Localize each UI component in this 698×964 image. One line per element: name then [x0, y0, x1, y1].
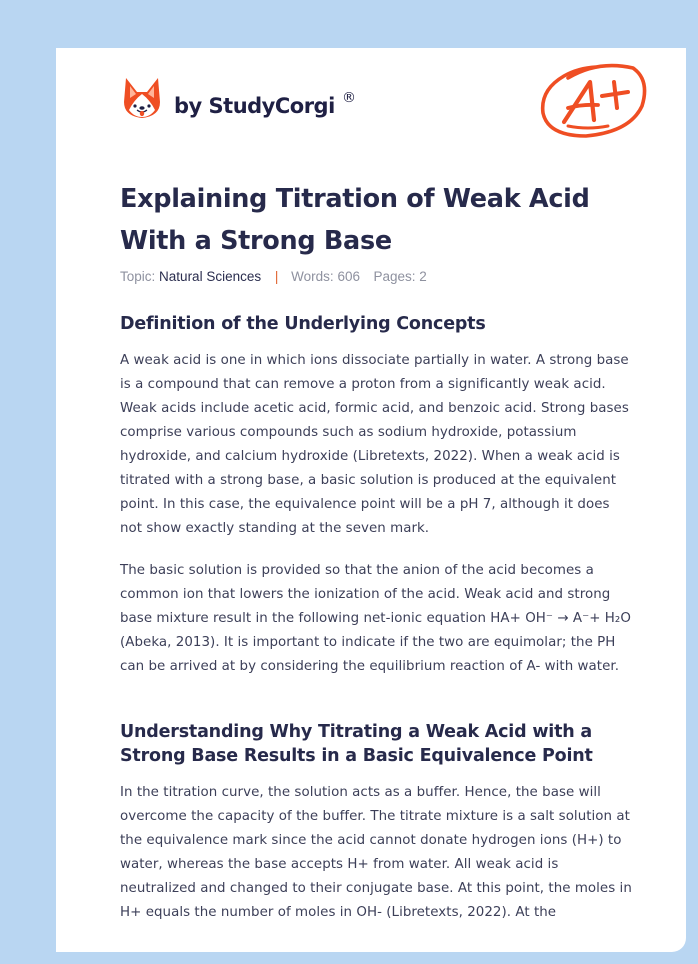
words-label: Words: [291, 269, 334, 284]
pages-count: 2 [419, 269, 427, 284]
words-count: 606 [337, 269, 360, 284]
paragraph: In the titration curve, the solution acts as a buffer. Hence, the base will overcome the capacity of the buffer. The titrate mixture is a salt solution at the equivalence mark since the acid cannot donate hydrogen ions (H+) to water, whereas the base accepts H+ from water. All weak acid is neutralized and changed to their conjugate base. At this point, the moles in H+ equals the number of moles in OH- (Libretexts, 2022). At the [120, 785, 632, 920]
brand-name[interactable]: by StudyCorgi [174, 94, 335, 118]
topic-label: Topic: [120, 269, 156, 284]
section-heading: Definition of the Underlying Concepts [120, 314, 486, 334]
article-title: Explaining Titration of Weak Acid With a Strong Base [120, 184, 590, 256]
pages-label: Pages: [373, 269, 416, 284]
a-plus-circle-icon [538, 58, 650, 147]
registered-mark: ® [342, 90, 356, 106]
studycorgi-logo[interactable] [122, 76, 162, 120]
corgi-icon [122, 76, 162, 120]
topic-link[interactable]: Natural Sciences [159, 269, 262, 284]
paragraph: A weak acid is one in which ions dissociate partially in water. A strong base is a compound that can remove a proton from a significantly weak acid. Weak acids include acetic acid, formic acid, and benzoic acid. Strong bases comprise various compounds such as sodium hydroxide, potassium hydroxide, and calcium hydroxide (Libretexts, 2022). When a weak acid is titrated with a strong base, a basic solution is produced at the equivalent point. In this case, the equivalence point will be a pH 7, although it does not show exactly standing at the seven mark. [120, 353, 629, 536]
section-heading: Understanding Why Titrating a Weak Acid with a Strong Base Results in a Basic Equivalence Point [120, 722, 593, 766]
essay-card [56, 48, 686, 952]
paragraph: The basic solution is provided so that the anion of the acid becomes a common ion that lowers the ionization of the acid. Weak acid and strong base mixture result in the following net-ionic equation HA+ OH⁻ → A⁻+ H₂O (Abeka, 2013). It is important to indicate if the two are equimolar; the PH can be arrived at by considering the equilibrium reaction of A- with water. [120, 563, 631, 674]
article-meta [120, 269, 427, 284]
meta-separator: | [274, 269, 279, 284]
